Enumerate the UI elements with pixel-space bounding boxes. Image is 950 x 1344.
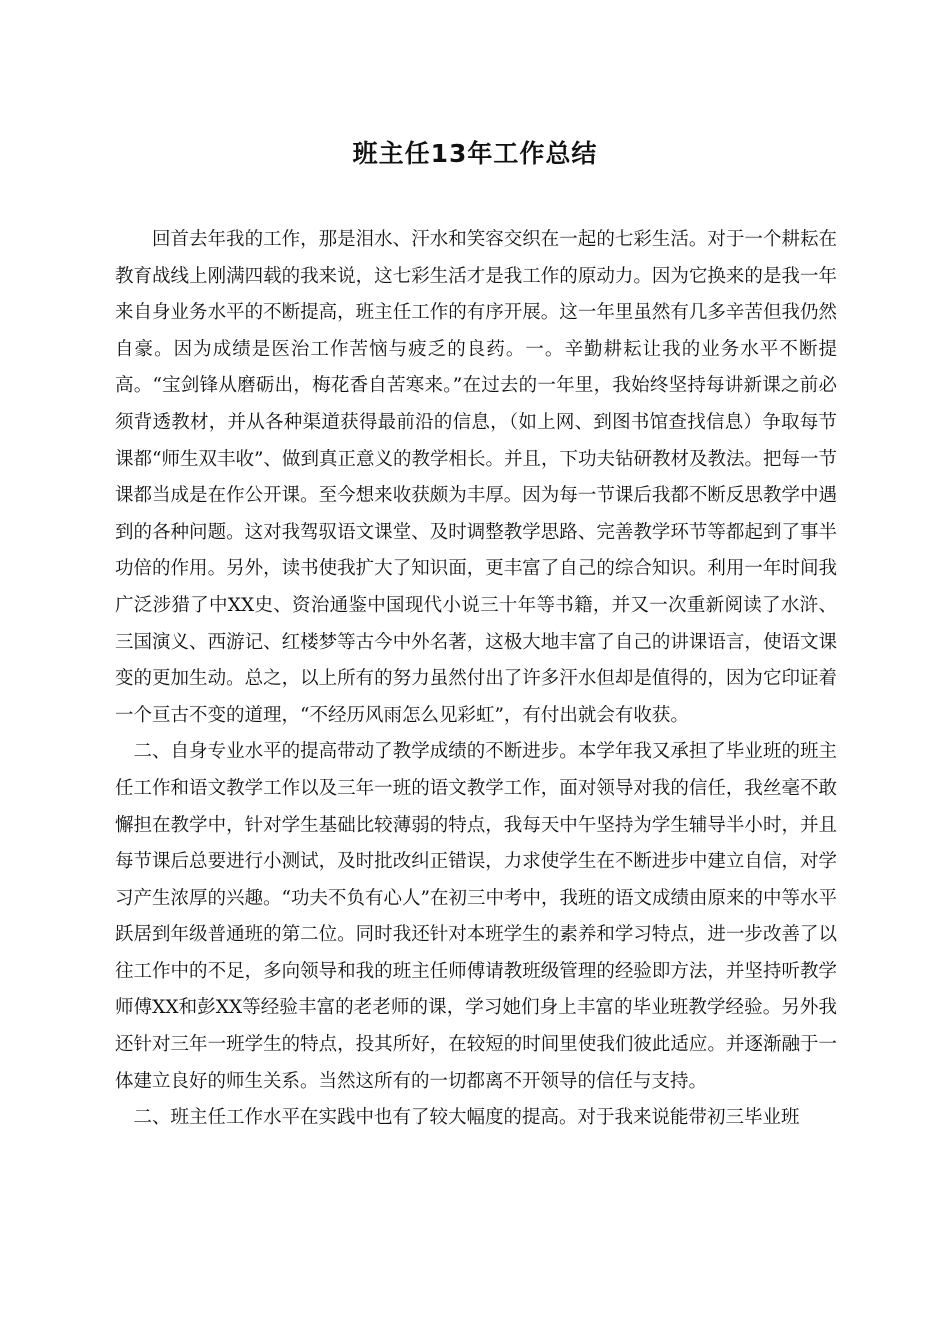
- document-title: 班主任13年工作总结: [352, 139, 598, 168]
- document-body: [115, 222, 837, 1137]
- paragraph-3: 二、班主任工作水平在实践中也有了较大幅度的提高。对于我来说能带初三毕业班: [133, 1107, 800, 1129]
- paragraph-1: 回首去年我的工作，那是泪水、汗水和笑容交织在一起的七彩生活。对于一个耕耘在教育战线上刚满四载的我来说，这七彩生活才是我工作的原动力。因为它换来的是我一年来自身业务水平的不断提高，班主任工作的有序开展。这一年里虽然有几多辛苦但我仍然自豪。因为成绩是医治工作苦恼与疲乏的良药。一。辛勤耕耘让我的业务水平不断提高。“宝剑锋从磨砺出，梅花香自苦寒来。”在过去的一年里，我始终坚持每讲新课之前必须背透教材，并从各种渠道获得最前沿的信息，（如上网、到图书馆查找信息）争取每节课都“师生双丰收”、做到真正意义的教学相长。并且，下功夫钻研教材及教法。把每一节课都当成是在作公开课。至今想来收获颇为丰厚。因为每一节课后我都不断反思教学中遇到的各种问题。这对我驾驭语文课堂、及时调整教学思路、完善教学环节等都起到了事半功倍的作用。另外，读书使我扩大了知识面，更丰富了自己的综合知识。利用一年时间我广泛涉猎了中XX史、资治通鉴中国现代小说三十年等书籍，并又一次重新阅读了水浒、三国演义、西游记、红楼梦等古今中外名著，这极大地丰富了自己的讲课语言，使语文课变的更加生动。总之，以上所有的努力虽然付出了许多汗水但却是值得的，因为它印证着一个亘古不变的道理，“不经历风雨怎么见彩虹”，有付出就会有收获。: [115, 229, 837, 726]
- paragraph-2: 二、自身专业水平的提高带动了教学成绩的不断进步。本学年我又承担了毕业班的班主任工作和语文教学工作以及三年一班的语文教学工作，面对领导对我的信任，我丝毫不敢懈担在教学中，针对学生基础比较薄弱的特点，我每天中午坚持为学生辅导半小时，并且每节课后总要进行小测试，及时批改纠正错误，力求使学生在不断进步中建立自信，对学习产生浓厚的兴趣。“功夫不负有心人”在初三中考中，我班的语文成绩由原来的中等水平跃居到年级普通班的第二位。同时我还针对本班学生的素养和学习特点，进一步改善了以往工作中的不足，多向领导和我的班主任师傅请教班级管理的经验即方法，并坚持听教学师傅XX和彭XX等经验丰富的老老师的课，学习她们身上丰富的毕业班教学经验。另外我还针对三年一班学生的特点，投其所好，在较短的时间里使我们彼此适应。并逐渐融于一体建立良好的师生关系。当然这所有的一切都离不开领导的信任与支持。: [115, 741, 837, 1092]
